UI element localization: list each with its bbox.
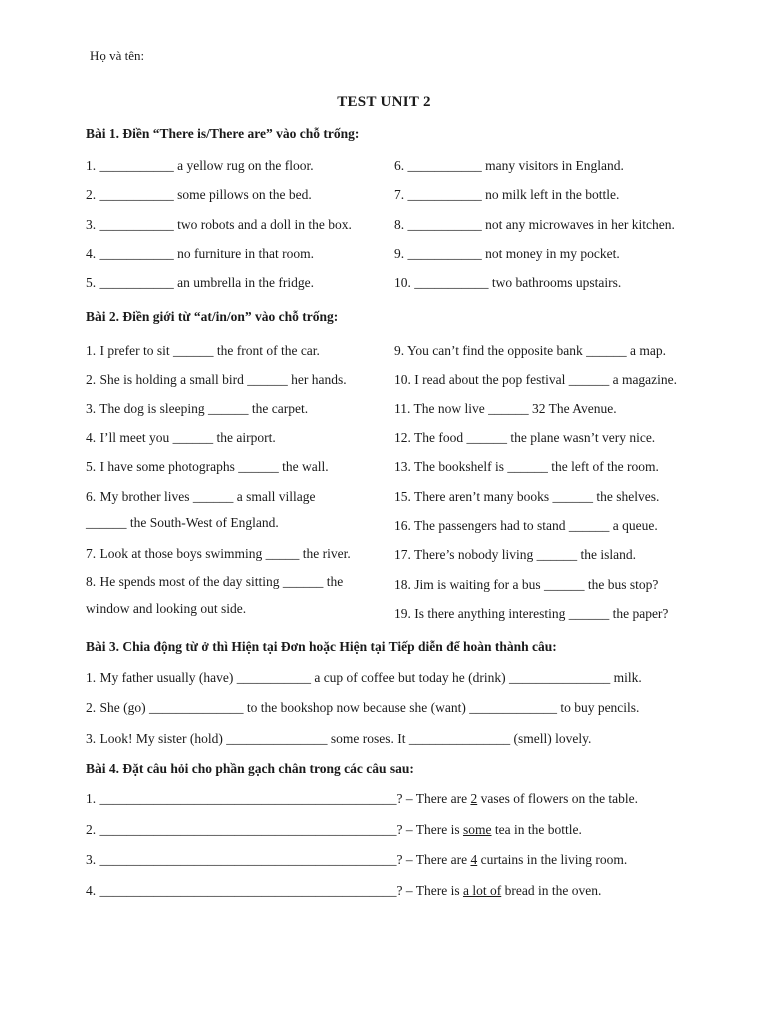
ex1-item-1: 1. ___________ a yellow rug on the floor. (86, 158, 314, 173)
ex2-item-10: 10. I read about the pop festival ______ a magazine. (394, 372, 678, 387)
exercise-4-heading: Bài 4. Đặt câu hỏi cho phần gạch chân trong các câu sau: (86, 761, 414, 776)
ex4-item-1 (86, 790, 638, 808)
ex3-item-1: 1. My father usually (have) ___________ a cup of coffee but today he (drink) _______________ milk. (86, 670, 642, 685)
ex4-item-3-underlined: 4 (470, 852, 478, 867)
ex1-item-4: 4. ___________ no furniture in that room. (86, 246, 314, 261)
ex1-item-6: 6. ___________ many visitors in England. (394, 158, 624, 173)
ex4-item-2 (86, 821, 582, 839)
ex1-item-8: 8. ___________ not any microwaves in her kitchen. (394, 217, 675, 232)
ex4-item-4 (86, 882, 601, 900)
ex2-item-8: 8. He spends most of the day sitting ______ the (86, 574, 344, 589)
ex2-item-4: 4. I’ll meet you ______ the airport. (86, 430, 276, 445)
exercise-2-heading: Bài 2. Điền giới từ “at/in/on” vào chỗ trống: (86, 309, 339, 324)
ex2-item-16: 16. The passengers had to stand ______ a queue. (394, 518, 658, 533)
ex1-item-2: 2. ___________ some pillows on the bed. (86, 187, 312, 202)
ex4-item-1-underlined: 2 (470, 791, 478, 806)
ex2-item-18: 18. Jim is waiting for a bus ______ the bus stop? (394, 577, 659, 592)
ex1-item-7: 7. ___________ no milk left in the bottle. (394, 187, 620, 202)
ex2-item-9: 9. You can’t find the opposite bank ______ a map. (394, 343, 666, 358)
ex4-item-4-prefix: 4. ____________________________________________? – There is (86, 883, 463, 898)
ex2-item-17: 17. There’s nobody living ______ the island. (394, 547, 636, 562)
ex4-item-4-underlined: a lot of (462, 883, 502, 898)
ex1-item-10: 10. ___________ two bathrooms upstairs. (394, 275, 622, 290)
ex2-item-1: 1. I prefer to sit ______ the front of the car. (86, 343, 320, 358)
ex2-item-19: 19. Is there anything interesting ______ the paper? (394, 606, 669, 621)
ex2-item-7: 7. Look at those boys swimming _____ the river. (86, 546, 351, 561)
ex4-item-3-suffix: curtains in the living room. (477, 852, 628, 867)
student-name-label: Họ và tên: (90, 48, 145, 63)
ex3-item-3: 3. Look! My sister (hold) _______________ some roses. It _______________ (smell) lovely. (86, 731, 592, 746)
ex2-item-15: 15. There aren’t many books ______ the shelves. (394, 489, 660, 504)
ex1-item-5: 5. ___________ an umbrella in the fridge. (86, 275, 314, 290)
ex2-item-3: 3. The dog is sleeping ______ the carpet. (86, 401, 309, 416)
ex4-item-2-prefix: 2. ____________________________________________? – There is (86, 822, 463, 837)
ex2-item-6: 6. My brother lives ______ a small village (86, 489, 316, 504)
ex2-item-11: 11. The now live ______ 32 The Avenue. (394, 401, 617, 416)
ex2-item-6-cont: ______ the South-West of England. (86, 515, 279, 530)
ex3-item-2: 2. She (go) ______________ to the bookshop now because she (want) _____________ to buy pencils. (86, 700, 640, 715)
ex2-item-8-cont: window and looking out side. (86, 601, 247, 616)
page-title: TEST UNIT 2 (337, 94, 431, 110)
ex4-item-1-suffix: vases of flowers on the table. (477, 791, 639, 806)
ex4-item-3 (86, 851, 627, 869)
ex1-item-3: 3. ___________ two robots and a doll in the box. (86, 217, 352, 232)
ex2-item-12: 12. The food ______ the plane wasn’t very nice. (394, 430, 656, 445)
ex1-item-9: 9. ___________ not money in my pocket. (394, 246, 620, 261)
ex2-item-2: 2. She is holding a small bird ______ her hands. (86, 372, 347, 387)
ex2-item-13: 13. The bookshelf is ______ the left of the room. (394, 459, 659, 474)
ex4-item-2-suffix: tea in the bottle. (491, 822, 582, 837)
ex2-item-5: 5. I have some photographs ______ the wall. (86, 459, 329, 474)
ex4-item-3-prefix: 3. ____________________________________________? – There are (86, 852, 471, 867)
ex4-item-1-prefix: 1. ____________________________________________? – There are (86, 791, 471, 806)
exercise-3-heading: Bài 3. Chia động từ ở thì Hiện tại Đơn hoặc Hiện tại Tiếp diễn để hoàn thành câu: (86, 639, 557, 654)
ex4-item-4-suffix: bread in the oven. (501, 883, 602, 898)
exercise-1-heading: Bài 1. Điền “There is/There are” vào chỗ trống: (86, 126, 360, 141)
ex4-item-2-underlined: some (462, 822, 492, 837)
